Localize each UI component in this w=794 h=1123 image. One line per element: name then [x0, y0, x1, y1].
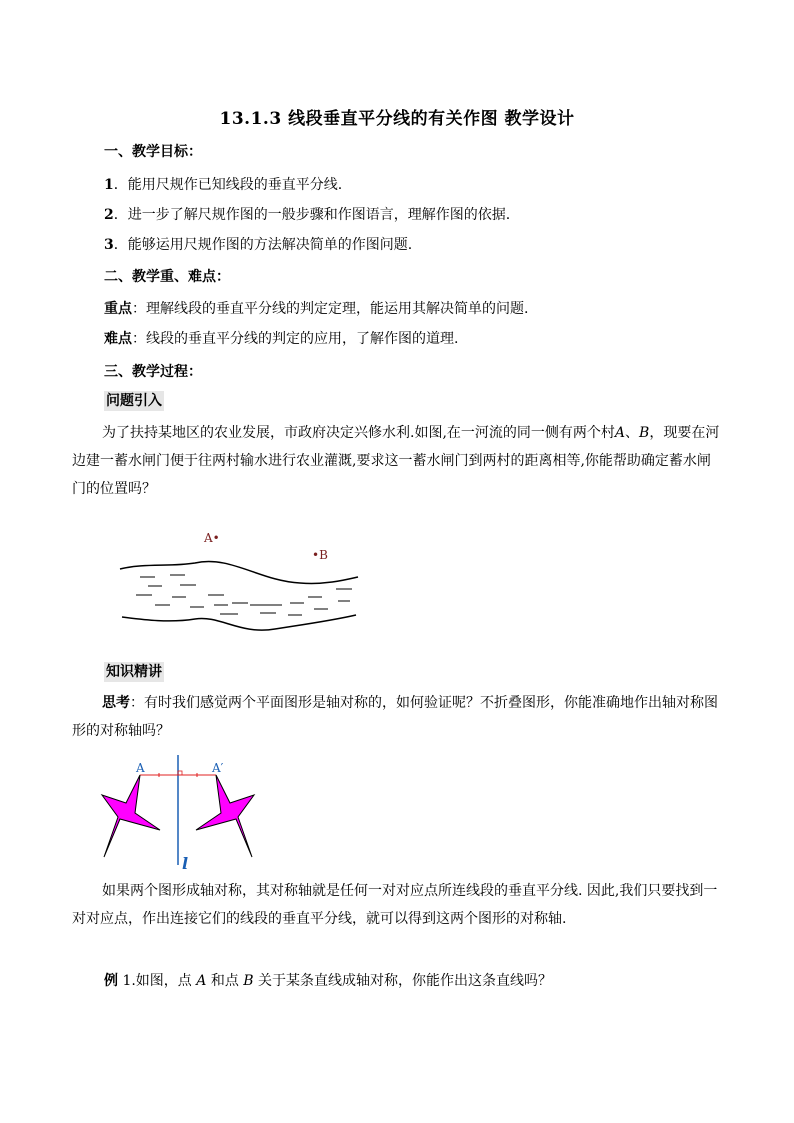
example-text-1: 1.如图，点: [118, 973, 197, 989]
river-water-lines: [136, 575, 352, 615]
left-shape: [102, 775, 160, 857]
goal-num: 3: [104, 237, 114, 253]
goal-text: ．能够运用尺规作图的方法解决简单的作图问题.: [113, 237, 413, 253]
example-text-2: 和点: [206, 973, 244, 989]
key-text: ：理解线段的垂直平分线的判定定理，能运用其解决简单的问题.: [132, 301, 529, 317]
think-paragraph: [72, 689, 722, 745]
point-a-label: A: [136, 761, 145, 775]
page-title: 13.1.3 线段垂直平分线的有关作图 教学设计: [219, 109, 575, 129]
point-a-prime-label: A′: [212, 761, 224, 775]
river-figure: [100, 525, 380, 650]
hard-label: 难点: [104, 331, 132, 347]
symmetry-text: 如果两个图形成轴对称，其对称轴就是任何一对对应点所连线段的垂直平分线. 因此,我们只要找到一对对应点，作出连接它们的线段的垂直平分线，就可以得到这两个图形的对称轴.: [72, 883, 718, 927]
village-a-label: A•: [204, 531, 220, 545]
intro-sep: 、: [625, 425, 640, 441]
example-1: [104, 971, 552, 991]
symmetry-figure: [100, 755, 265, 873]
goal-text: ．能用尺规作已知线段的垂直平分线.: [113, 177, 343, 193]
village-b-label: •B: [312, 548, 328, 562]
goal-item-3: [104, 235, 412, 255]
goal-item-1: [104, 175, 342, 195]
key-label: 重点: [104, 301, 132, 317]
goal-item-2: [104, 205, 510, 225]
goals-heading: 一、教学目标：: [104, 144, 202, 160]
goal-num: 1: [104, 177, 114, 193]
intro-tag: 问题引入: [106, 393, 162, 409]
think-label: 思考: [102, 695, 130, 711]
intro-paragraph: [72, 419, 722, 503]
symmetry-paragraph: [72, 877, 722, 933]
example-point-a: A: [196, 973, 207, 989]
example-label: 例: [104, 973, 118, 989]
right-shape: [196, 775, 254, 857]
intro-text-2: ，现要在河边建一蓄水闸门便于往两村输水进行农业灌溉,要求这一蓄水闸门到两村的距离相等,你能帮助确定蓄水闸门的位置吗？: [72, 425, 720, 497]
key-point: [104, 299, 528, 319]
think-text: ：有时我们感觉两个平面图形是轴对称的，如何验证呢？不折叠图形，你能准确地作出轴对称图形的对称轴吗？: [72, 695, 718, 739]
process-heading: 三、教学过程：: [104, 364, 202, 380]
intro-text-1: 为了扶持某地区的农业发展，市政府决定兴修水利.如图,在一河流的同一侧有两个村: [102, 425, 615, 441]
goal-num: 2: [104, 207, 114, 223]
village-a: A: [614, 425, 626, 441]
example-text-3: 关于某条直线成轴对称，你能作出这条直线吗？: [253, 973, 553, 989]
river-bank-lower: [122, 615, 356, 630]
hard-point: [104, 329, 458, 349]
goal-text: ．进一步了解尺规作图的一般步骤和作图语言，理解作图的依据.: [113, 207, 511, 223]
village-b: B: [639, 425, 650, 441]
key-heading: 二、教学重、难点：: [104, 269, 230, 285]
example-point-b: B: [243, 973, 254, 989]
axis-l-label: l: [182, 854, 189, 873]
knowledge-tag: 知识精讲: [106, 664, 162, 680]
hard-text: ：线段的垂直平分线的判定的应用，了解作图的道理.: [132, 331, 459, 347]
river-bank-upper: [120, 561, 358, 583]
